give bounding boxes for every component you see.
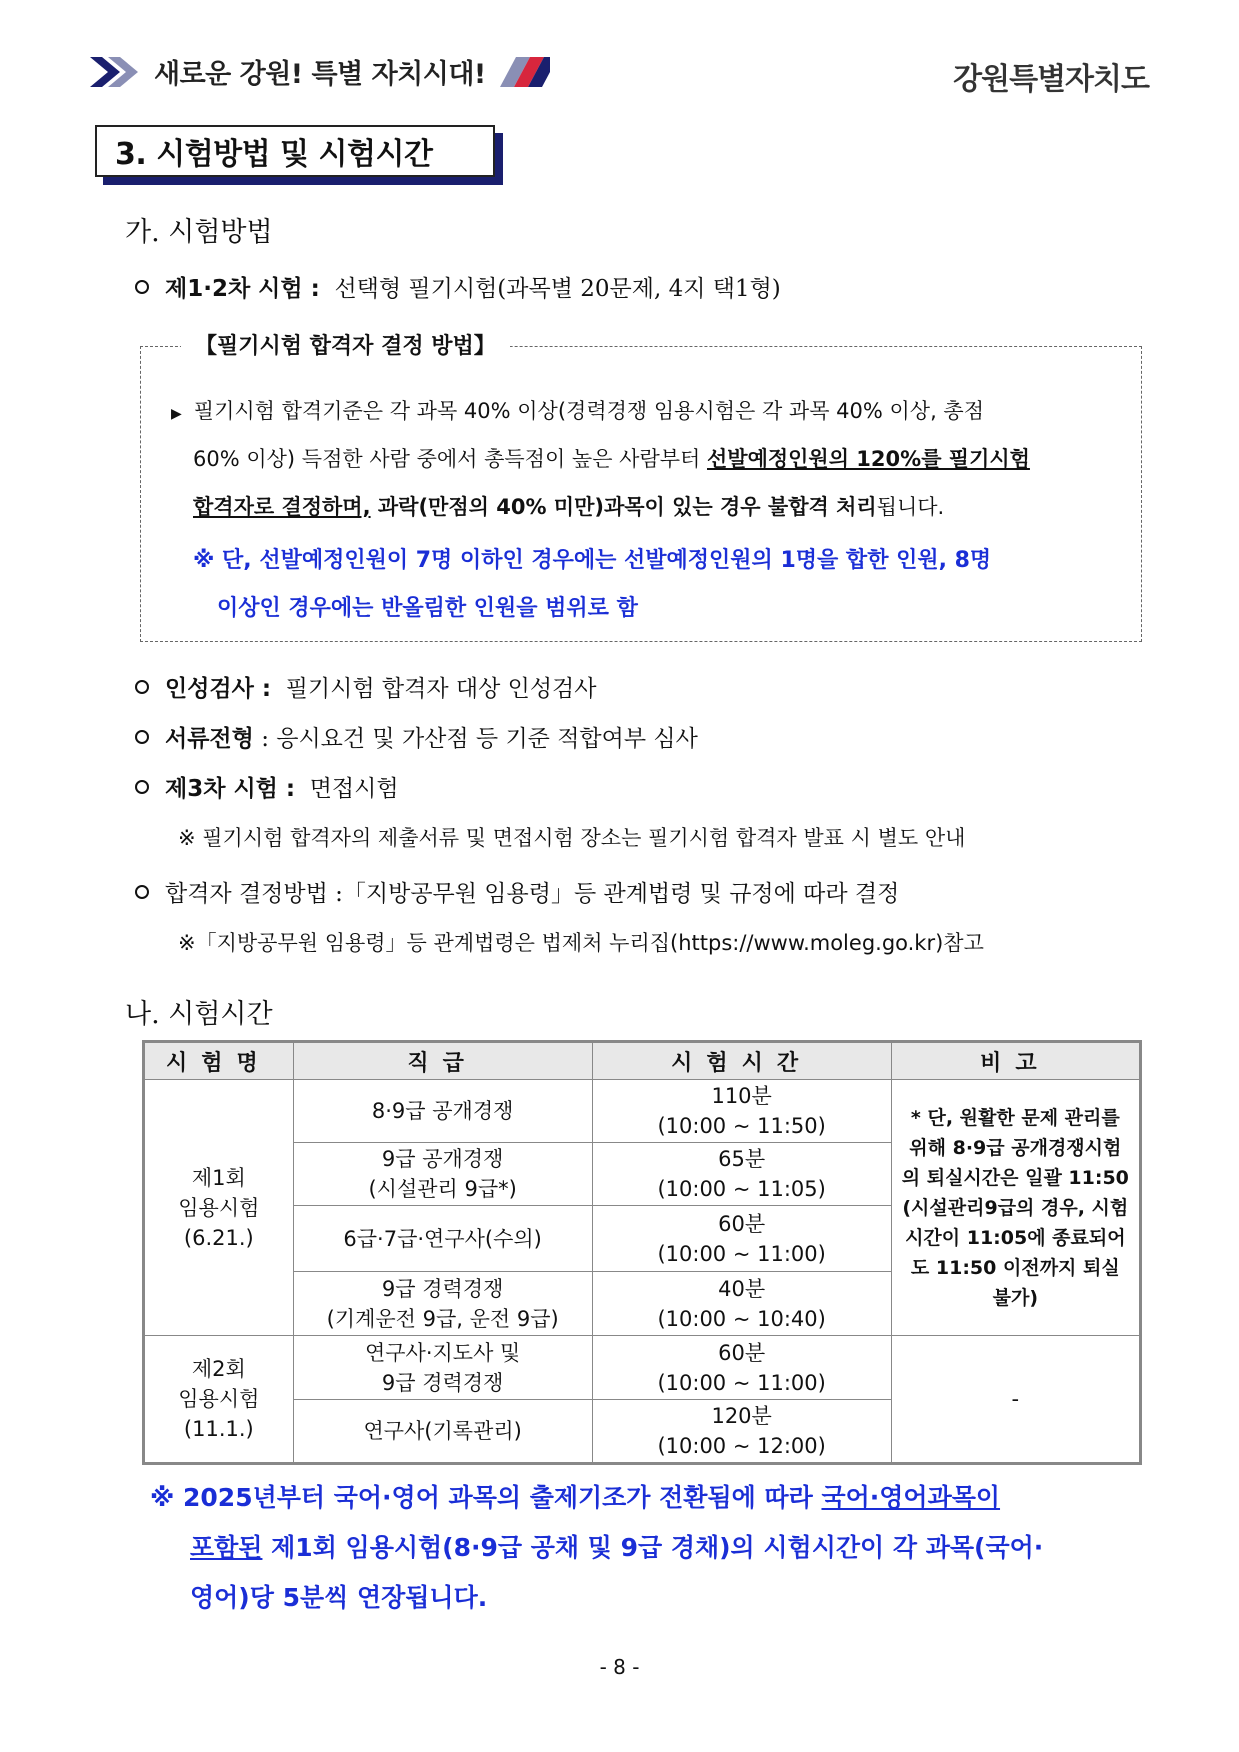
box-text-1: 필기시험 합격기준은 각 과목 40% 이상(경력경쟁 임용시험은 각 과목 40% 이상, 총점 xyxy=(193,399,985,423)
slogan-left-stripes-icon xyxy=(90,57,140,87)
duration: 40분 xyxy=(718,1276,766,1301)
item2-label: 인성검사 : xyxy=(165,676,272,702)
box-title: 【필기시험 합격자 결정 방법】 xyxy=(181,329,510,360)
round1-cell: 제1회 임용시험 (6.21.) xyxy=(144,1080,294,1336)
header-exam-name: 시험명 xyxy=(144,1042,294,1080)
box-line-3 xyxy=(193,491,944,521)
table-row xyxy=(144,1336,1141,1400)
method-note-1: ※ 필기시험 합격자의 제출서류 및 면접시험 장소는 필기시험 합격자 발표 시 별도 안내 xyxy=(178,826,966,850)
table-header-row xyxy=(144,1042,1141,1080)
bullet-circle-icon xyxy=(135,730,149,744)
item5-text: 합격자 결정방법 :「지방공무원 임용령」등 관계법령 및 규정에 따라 결정 xyxy=(165,881,900,907)
grade-cell: 연구사·지도사 및 9급 경력경쟁 xyxy=(293,1336,592,1400)
grade-cell: 9급 경력경쟁 (기계운전 9급, 운전 9급) xyxy=(293,1272,592,1336)
duration: 60분 xyxy=(718,1340,766,1365)
bullet-circle-icon xyxy=(135,280,149,294)
footer-text-2b: 제1회 임용시험(8·9급 공채 및 9급 경채)의 시험시간이 각 과목(국어· xyxy=(262,1533,1044,1562)
footer-note-line-3: 영어)당 5분씩 연장됩니다. xyxy=(190,1583,488,1612)
time-cell xyxy=(592,1400,891,1464)
item4-label: 제3차 시험 : xyxy=(165,776,296,802)
item1-text: 선택형 필기시험(과목별 20문제, 4지 택1형) xyxy=(334,276,781,302)
duration: 120분 xyxy=(711,1404,772,1428)
duration: 110분 xyxy=(711,1084,772,1108)
time-cell xyxy=(592,1336,891,1400)
method-item-3 xyxy=(135,720,698,753)
triangle-bullet-icon: ▶ xyxy=(171,406,182,422)
time-range: (10:00 ~ 10:40) xyxy=(657,1306,826,1331)
box-text-2b: 선발예정인원의 120%를 필기시험 xyxy=(707,447,1030,471)
header-slogan-group xyxy=(90,52,550,91)
time-range: (10:00 ~ 11:05) xyxy=(657,1177,826,1201)
box-text-2a: 60% 이상) 득점한 사람 중에서 총득점이 높은 사람부터 xyxy=(193,447,707,471)
exam-schedule-table xyxy=(142,1040,1142,1465)
grade-cell: 연구사(기록관리) xyxy=(293,1400,592,1464)
grade-cell: 8·9급 공개경쟁 xyxy=(293,1080,592,1143)
box-note-2: 이상인 경우에는 반올림한 인원을 범위로 함 xyxy=(217,596,638,621)
item2-text: 필기시험 합격자 대상 인성검사 xyxy=(285,676,597,702)
item1-label: 제1·2차 시험 : xyxy=(165,276,320,302)
time-cell xyxy=(592,1080,891,1143)
box-line-2 xyxy=(193,443,1030,473)
page-number: - 8 - xyxy=(599,1655,640,1679)
method-heading: 가. 시험방법 xyxy=(125,217,273,248)
footer-text-1b: 국어·영어과목이 xyxy=(821,1483,1001,1512)
time-cell xyxy=(592,1143,891,1206)
time-cell xyxy=(592,1206,891,1272)
footer-text-2a: 포함된 xyxy=(190,1533,263,1562)
footer-note-line-2 xyxy=(190,1528,1043,1564)
item3-label: 서류전형 xyxy=(165,726,254,752)
header-remark: 비고 xyxy=(891,1042,1140,1080)
table-row xyxy=(144,1080,1141,1143)
footer-text-1a: ※ 2025년부터 국어·영어 과목의 출제기조가 전환됨에 따라 xyxy=(150,1483,822,1512)
page-header xyxy=(90,48,1149,98)
method-note-2: ※「지방공무원 임용령」등 관계법령은 법제처 누리집(https://www.moleg.go.kr)참고 xyxy=(178,931,984,955)
time-cell xyxy=(592,1272,891,1336)
header-grade: 직급 xyxy=(293,1042,592,1080)
box-note-1: ※ 단, 선발예정인원이 7명 이하인 경우에는 선발예정인원의 1명을 합한 인원, 8명 xyxy=(193,548,992,573)
time-range: (10:00 ~ 11:50) xyxy=(657,1114,826,1138)
time-range: (10:00 ~ 11:00) xyxy=(657,1241,826,1266)
remark-cell: * 단, 원활한 문제 관리를 위해 8·9급 공개경쟁시험의 퇴실시간은 일괄 11:50 (시설관리9급의 경우, 시험시간이 11:05에 종료되어도 11:50 이전까지 퇴실 불가) xyxy=(891,1080,1140,1336)
remark-cell-2: - xyxy=(891,1336,1140,1464)
item3-text: : 응시요건 및 가산점 등 기준 적합여부 심사 xyxy=(261,726,698,752)
box-text-3c: 됩니다. xyxy=(876,495,945,519)
method-item-5 xyxy=(135,875,899,908)
bullet-circle-icon xyxy=(135,780,149,794)
duration: 65분 xyxy=(718,1147,766,1171)
time-heading: 나. 시험시간 xyxy=(125,999,273,1030)
duration: 60분 xyxy=(718,1211,766,1236)
bullet-circle-icon xyxy=(135,680,149,694)
round2-cell: 제2회 임용시험 (11.1.) xyxy=(144,1336,294,1464)
box-text-3b: 과락(만점의 40% 미만)과목이 있는 경우 불합격 처리 xyxy=(370,495,877,519)
header-exam-time: 시험시간 xyxy=(592,1042,891,1080)
time-range: (10:00 ~ 12:00) xyxy=(657,1434,826,1458)
method-item-1 xyxy=(135,270,781,303)
box-line-1 xyxy=(171,395,984,425)
time-range: (10:00 ~ 11:00) xyxy=(657,1370,826,1395)
method-item-4 xyxy=(135,770,399,803)
slogan-right-stripes-icon xyxy=(500,57,550,87)
org-logo-text: 강원특별자치도 xyxy=(953,62,1149,97)
method-item-2 xyxy=(135,670,596,703)
footer-note-line-1 xyxy=(150,1478,1000,1514)
bullet-circle-icon xyxy=(135,885,149,899)
header-slogan: 새로운 강원! 특별 자치시대! xyxy=(154,59,486,90)
grade-cell: 6급·7급·연구사(수의) xyxy=(293,1206,592,1272)
pass-decision-box xyxy=(140,334,1142,642)
grade-cell: 9급 공개경쟁 (시설관리 9급*) xyxy=(293,1143,592,1206)
box-text-3a: 합격자로 결정하며, xyxy=(193,495,371,519)
item4-text: 면접시험 xyxy=(309,776,399,802)
section-title: 3. 시험방법 및 시험시간 xyxy=(95,125,495,177)
